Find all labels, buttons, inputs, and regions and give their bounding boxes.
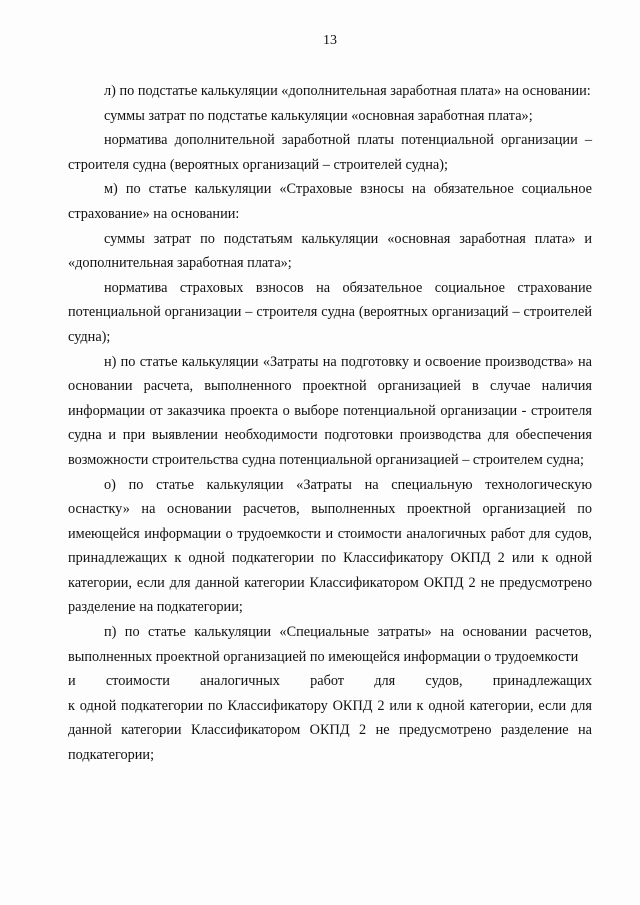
paragraph-l: л) по подстатье калькуляции «дополнительная заработная плата» на основании:	[104, 83, 591, 99]
paragraph-l-item-2: норматива дополнительной заработной платы потенциальной организации – строителя судна (вероятных организаций – строителей судна);	[68, 132, 592, 173]
page-number: 13	[323, 33, 337, 48]
paragraph-l-item-1: суммы затрат по подстатье калькуляции «основная заработная плата»;	[104, 107, 533, 124]
paragraph-m-item-2: норматива страховых взносов на обязательное социальное страхование потенциальной организации – строителя судна (вероятных организаций – строителей судна);	[68, 279, 592, 345]
document-body	[68, 79, 592, 768]
paragraph-m: м) по статье калькуляции «Страховые взносы на обязательное социальное страхование» на основании:	[68, 181, 592, 222]
paragraph-n: н) по статье калькуляции «Затраты на подготовку и освоение производства» на основании расчета, выполненного проектной организацией в случае наличия информации от заказчика проекта о выборе потенциальной организации - строителя судна и при выявлении необходимости подготовки производства для обеспечения возможности строительства судна потенциальной организацией – строителем судна;	[68, 353, 592, 468]
paragraph-p: п) по статье калькуляции «Специальные затраты» на основании расчетов, выполненных проектной организацией по имеющейся информации о трудоемкости	[68, 624, 592, 665]
paragraph-p-cont-2: к одной подкатегории по Классификатору ОКПД 2 или к одной категории, если для данной категории Классификатором ОКПД 2 не предусмотрено разделение на подкатегории;	[68, 697, 592, 764]
paragraph-p-cont-1: и стоимости аналогичных работ для судов, принадлежащих	[68, 673, 592, 690]
paragraph-o: о) по статье калькуляции «Затраты на специальную технологическую оснастку» на основании расчетов, выполненных проектной организацией по имеющейся информации о трудоемкости и стоимости аналогичных работ для судов, принадлежащих к одной подкатегории по Классификатору ОКПД 2 или к одной категории, если для данной категории Классификатором ОКПД 2 не предусмотрено разделение на подкатегории;	[68, 476, 592, 616]
paragraph-m-item-1: суммы затрат по подстатьям калькуляции «основная заработная плата» и «дополнительная заработная плата»;	[68, 230, 592, 272]
